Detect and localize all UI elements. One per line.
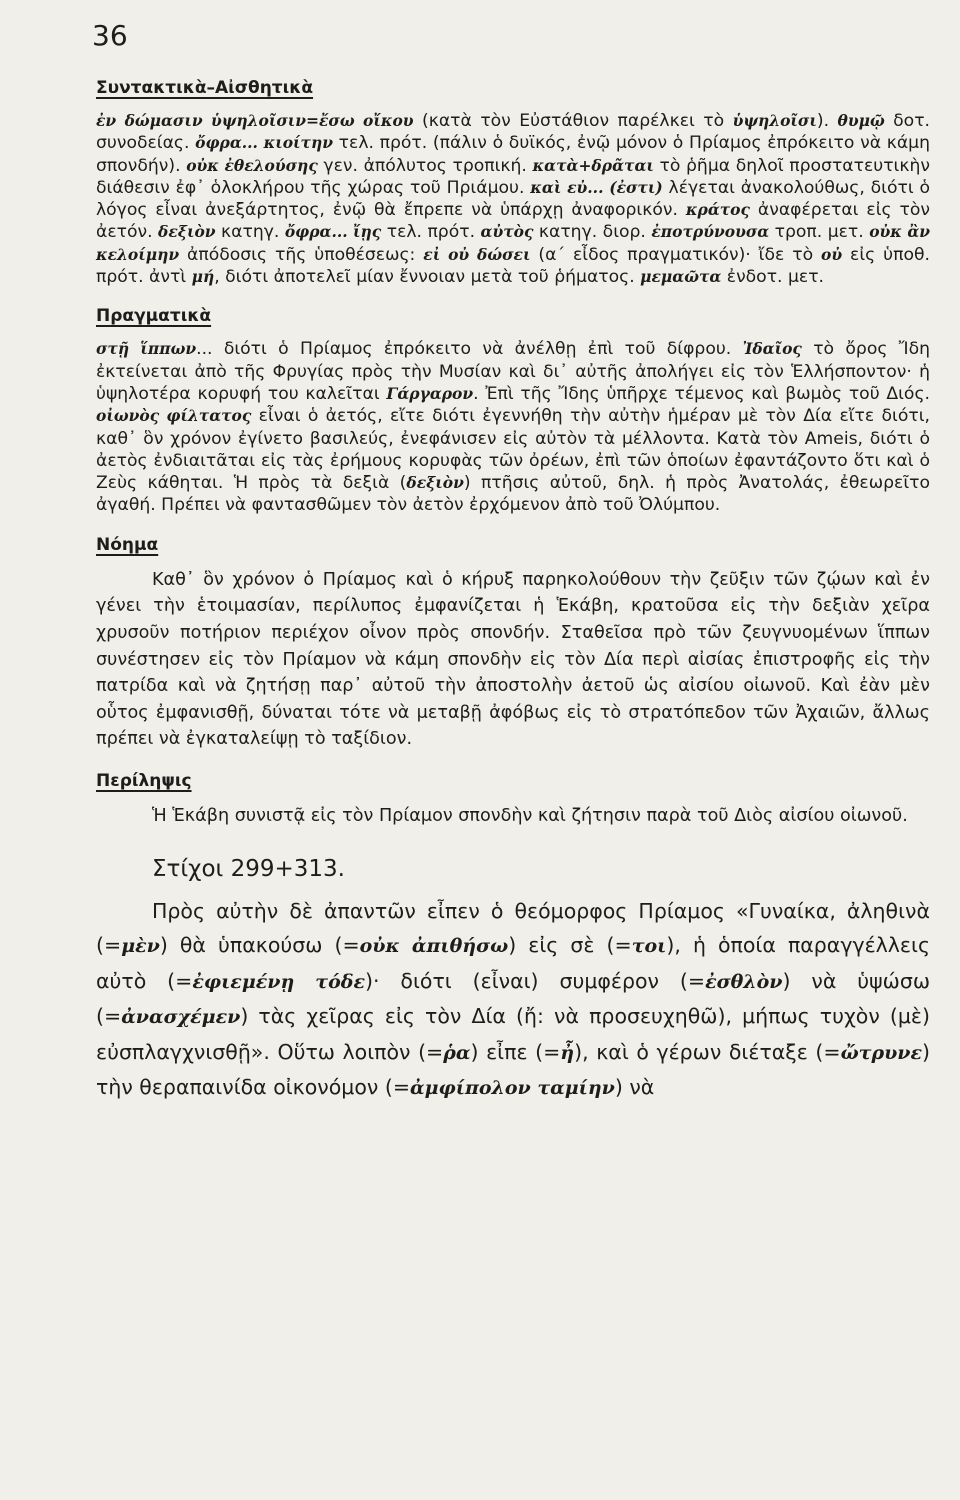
greek-term: ἐσθλὸν <box>705 970 783 993</box>
verses-heading: Στίχοι 299+313. <box>152 855 345 882</box>
greek-term: θυμῷ <box>837 111 885 130</box>
greek-term: ἐν δώμασιν ὑψηλοῖσιν=ἔσω οἴκου <box>96 111 414 130</box>
commentary-text: εἶναι ὁ ἀετός, εἴτε διότι ἐγεννήθη τὴν αὐτὴν ἡμέραν μὲ τὸν Δία εἴτε διότι, καθ᾽ ὃν χρόνον ἐγίνετο βασιλεύς, ἐνεφάνισεν εἰς αὐτὸν τὰ μέλλοντα. Κατὰ τὸν Ameis, διότι ὁ ἀετὸς ἐνδιαιτᾶται εἰς τὰς ἐρήμους κορυφὰς τῶν ὀρέων, ἐπὶ τῶν ὁποίων ἐφαντάζοντο ὅτι καὶ ὁ Ζεὺς κάθηται. Ἡ πρὸς τὰ δεξιὰ ( <box>96 406 930 494</box>
greek-term: κατὰ+δρᾶται <box>532 155 654 175</box>
commentary-text: ) νὰ <box>614 1075 655 1099</box>
commentary-text: (κατὰ τὸν Εὐστάθιον παρέλκει τὸ <box>413 111 733 131</box>
greek-term: ὑψηλοῖσι <box>732 111 817 130</box>
commentary-text: ) εἶπε (= <box>470 1039 561 1064</box>
greek-term: ἀμφίπολον ταμίην <box>410 1077 615 1099</box>
commentary-text: ἐνδοτ. μετ. <box>721 267 825 288</box>
commentary-text: , διότι ἀποτελεῖ μίαν ἔννοιαν μετὰ τοῦ ῥήματος. <box>214 267 641 288</box>
greek-term: ἀνασχέμεν <box>121 1006 241 1028</box>
greek-term: δεξιὸν <box>406 473 464 493</box>
commentary-text: τὸ ὄρος Ἴδη ἐκτείνεται ἀπὸ τῆς Φρυγίας πρὸς τὴν Μυσίαν καὶ δι᾽ αὐτῆς ἀπολήγει εἰς τὸν Ἑλλήσποντον· ἡ ὑψηλοτέρα κορυφή του καλεῖται <box>96 339 930 404</box>
greek-term: καὶ εὐ... (ἐστι) <box>530 177 663 197</box>
greek-term: τοι <box>631 935 667 957</box>
greek-term: εἰ οὐ δώσει <box>423 244 531 264</box>
commentary-text: κατηγ. διορ. <box>533 222 652 243</box>
commentary-text: τροπ. μετ. <box>769 222 870 243</box>
greek-term: μὲν <box>121 935 160 957</box>
greek-term: Γάργαρον <box>386 383 474 403</box>
greek-term: ῥα <box>443 1041 471 1064</box>
commentary-text: )· διότι (εἶναι) συμφέρον (= <box>365 968 706 993</box>
syntactic-notes <box>96 110 930 288</box>
verses-translation <box>96 894 930 1106</box>
summary-paragraph: Ἡ Ἑκάβη συνιστᾷ εἰς τὸν Πρίαμον σπονδὴν καὶ ζήτησιν παρὰ τοῦ Διὸς αἰσίου οἰωνοῦ. <box>152 805 908 826</box>
greek-term: μή <box>191 267 215 287</box>
commentary-text: ). <box>816 111 838 131</box>
greek-term: κράτος <box>685 200 750 220</box>
section-heading-summary: Περίληψις <box>96 770 192 791</box>
greek-term: ἐποτρύνουσα <box>651 222 770 242</box>
commentary-text: ) εἰς σὲ (= <box>508 933 632 957</box>
commentary-text: . Ἐπὶ τῆς Ἴδης ὑπῆρχε τέμενος καὶ βωμὸς τοῦ Διός. <box>473 383 930 404</box>
greek-term: αὐτὸς <box>480 222 534 242</box>
greek-term: οἰωνὸς φίλτατος <box>96 406 252 426</box>
greek-term: οὐκ ἐθελούσης <box>186 155 318 175</box>
commentary-text: ) νὰ ὑψώσω (= <box>96 968 931 1028</box>
commentary-text: γεν. ἀπόλυτος τροπική. <box>317 155 533 176</box>
commentary-text: ἀπόδοσις τῆς ὑποθέσεως: <box>179 244 424 265</box>
meaning-paragraph: Καθ᾽ ὃν χρόνον ὁ Πρίαμος καὶ ὁ κήρυξ παρηκολούθουν τὴν ζεῦξιν τῶν ζῴων καὶ ἐν γένει τὴν ἑτοιμασίαν, περίλυπος ἐμφανίζεται ἡ Ἑκάβη, κρατοῦσα εἰς τὴν δεξιὰν χεῖρα χρυσοῦν ποτήριον περιέχον οἶνον πρὸς σπονδήν. Σταθεῖσα πρὸ τῶν ζευγνυομένων ἵππων συνέστησεν εἰς τὸν Πρίαμον νὰ κάμη σπονδὴν εἰς τὸν Δία περὶ αἰσίας ἐπιστροφῆς εἰς τὴν πατρίδα καὶ νὰ ζητήσῃ παρ᾽ αὐτοῦ τὴν ἀποστολὴν ἀετοῦ ὡς αἰσίου οἰωνοῦ. Καὶ ἐὰν μὲν οὗτος ἐμφανισθῇ, δύναται τότε νὰ μεταβῇ ἀφόβως εἰς τὸ στρατόπεδον τῶν Ἀχαιῶν, ἄλλως πρέπει νὰ ἐγκαταλείψῃ τὸ ταξίδιον. <box>96 569 930 750</box>
commentary-text: ), ἡ ὁποία παραγγέλλεις αὐτὸ (= <box>96 933 930 993</box>
commentary-text: ... διότι ὁ Πρίαμος ἐπρόκειτο νὰ ἀνέλθῃ ἐπὶ τοῦ δίφρου. <box>196 339 743 360</box>
page-number: 36 <box>92 19 128 52</box>
commentary-text: λέγεται ἀνακολούθως, διότι ὁ λόγος εἶναι ἀνεξάρτητος, ἐνῷ θὰ ἔπρεπε νὰ ὑπάρχῃ ἀναφορικόν. <box>96 177 931 221</box>
greek-term: οὐ <box>821 244 843 264</box>
greek-term: ἐφιεμένῃ τόδε <box>192 970 365 993</box>
greek-term: ὤτρυνε <box>840 1041 922 1064</box>
realia-notes <box>96 338 930 516</box>
commentary-text: δοτ. συνοδείας. <box>96 111 931 154</box>
greek-term: ὄφρα... κιοίτην <box>195 133 333 153</box>
section-heading-realia: Πραγματικὰ <box>96 306 212 327</box>
commentary-text: ), καὶ ὁ γέρων διέταξε (= <box>574 1039 841 1064</box>
greek-term: Ἰδαῖος <box>742 339 802 359</box>
commentary-text: ) τὴν θεραπαινίδα οἰκονόμον (= <box>96 1039 930 1099</box>
section-heading-syntactic: Συντακτικὰ–Αἰσθητικὰ <box>96 78 314 98</box>
commentary-text: εἰς ὑποθ. πρότ. ἀντὶ <box>96 244 930 288</box>
commentary-text: ) πτῆσις αὐτοῦ, δηλ. ἡ πρὸς Ἀνατολάς, ἐθεωρεῖτο ἀγαθή. Πρέπει νὰ φαντασθῶμεν τὸν ἀετὸν ἐρχόμενον ἀπὸ τοῦ Ὀλύμπου. <box>96 473 930 516</box>
commentary-text: τὸ ῥῆμα δηλοῖ προστατευτικὴν διάθεσιν ἐφ᾽ ὁλοκλήρου τῆς χώρας τοῦ Πριάμου. <box>96 155 930 198</box>
commentary-text: ) θὰ ὑπακούσω (= <box>159 933 360 957</box>
greek-term: ἦ <box>560 1041 575 1064</box>
commentary-text: κατηγ. <box>215 222 285 243</box>
commentary-text: τελ. πρότ. <box>381 222 481 243</box>
greek-term: στῇ ἵππων <box>96 339 197 359</box>
commentary-text: ) τὰς χεῖρας εἰς τὸν Δία (ἤ: νὰ προσευχηθῶ), μήπως τυχὸν (μὲ) εὐσπλαγχνισθῇ». Οὕτω λοιπὸν (= <box>96 1004 930 1064</box>
greek-term: ὄφρα... ἴῃς <box>284 222 382 242</box>
greek-term: μεμαῶτα <box>640 267 722 287</box>
commentary-text: τελ. πρότ. (πάλιν ὁ δυϊκός, ἐνῷ μόνον ὁ Πρίαμος ἐπρόκειτο νὰ κάμη σπονδήν). <box>96 133 931 176</box>
greek-term: οὐκ ἀπιθήσω <box>359 935 509 957</box>
commentary-text: Πρὸς αὐτὴν δὲ ἀπαντῶν εἶπεν ὁ θεόμορφος Πρίαμος «Γυναίκα, ἀληθινὰ (= <box>96 898 930 957</box>
greek-term: δεξιὸν <box>158 222 216 242</box>
greek-term: οὐκ ἂν κελοίμην <box>96 222 931 264</box>
section-heading-meaning: Νόημα <box>96 534 159 555</box>
commentary-text: ἀναφέρεται εἰς τὸν ἀετόν. <box>96 200 931 243</box>
commentary-text: (α΄ εἶδος πραγματικόν)· ἴδε τὸ <box>530 244 822 265</box>
